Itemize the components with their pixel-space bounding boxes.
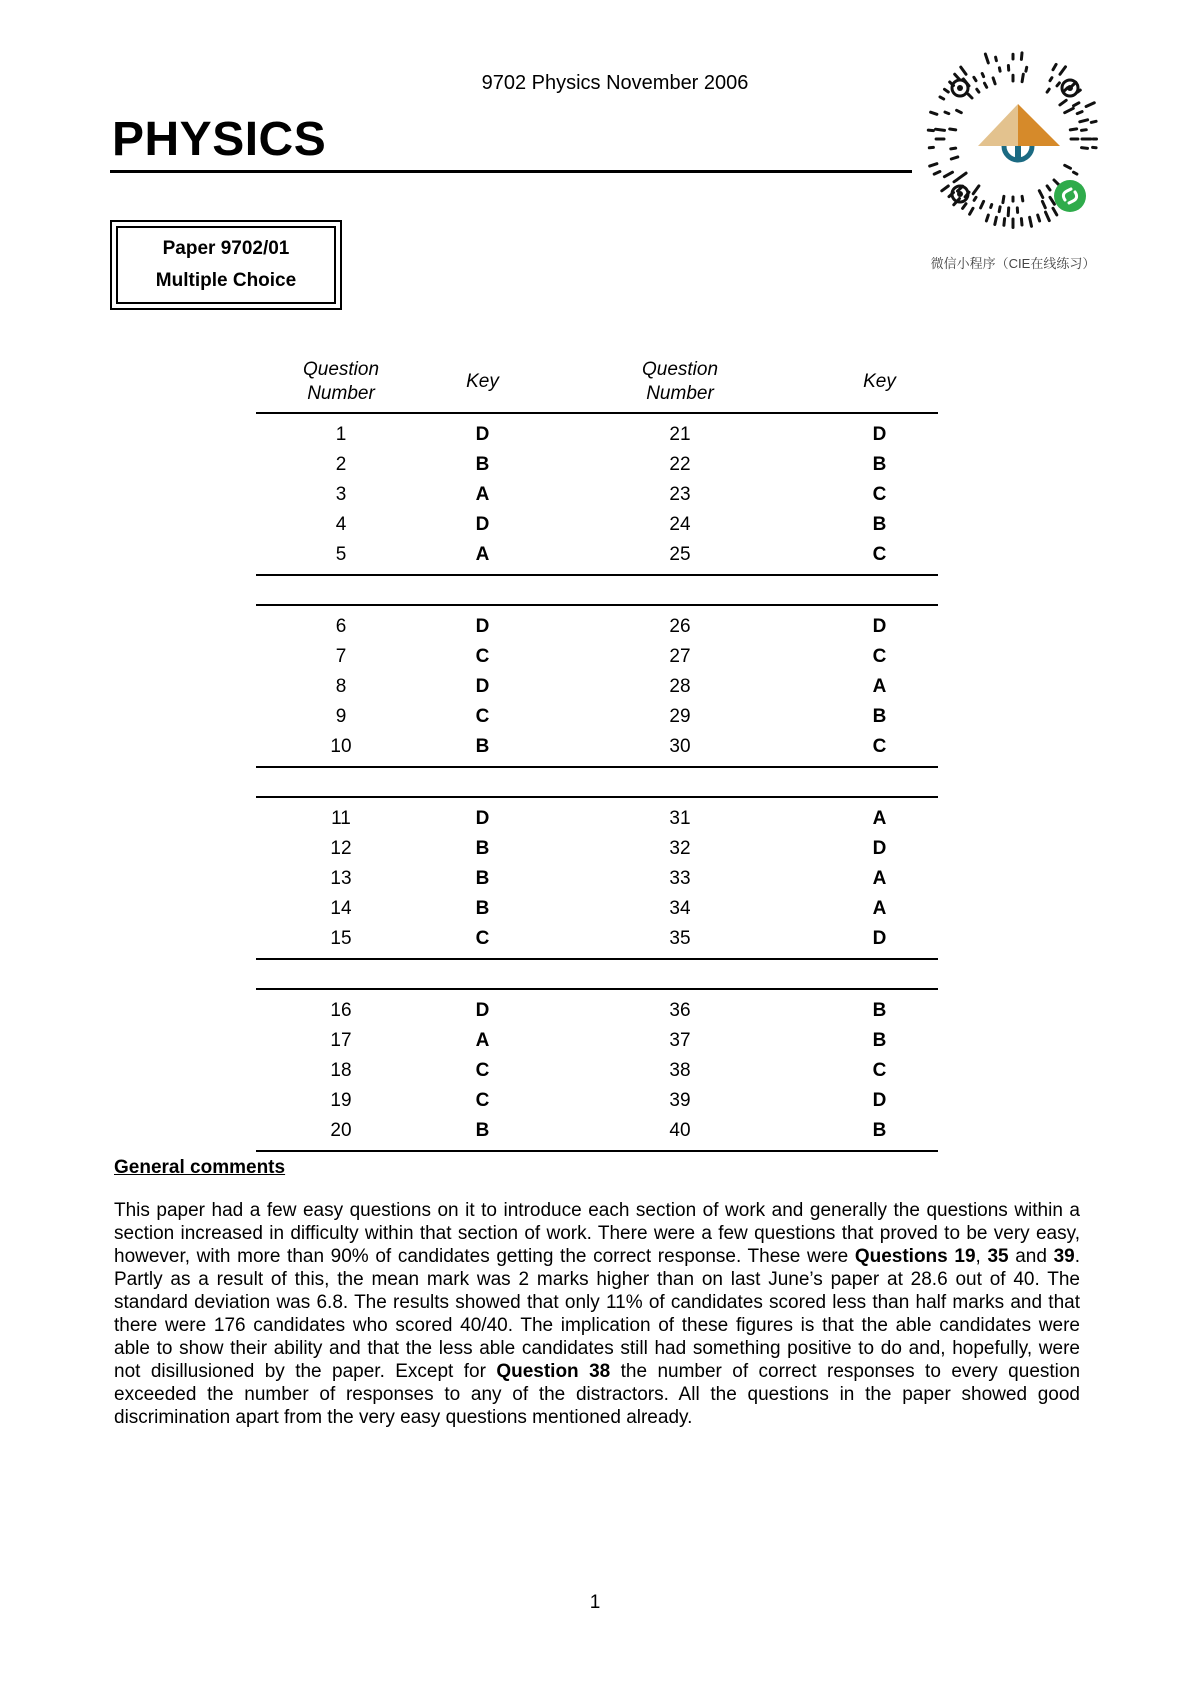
qr-module [1008,208,1009,216]
qr-module [1070,129,1076,130]
question-number: 26 [669,616,691,637]
qr-module [934,172,940,175]
question-number: 11 [331,808,351,829]
col-question-number-1: Question Number [302,359,380,404]
answer-key: C [872,544,887,565]
col-key-1: Key [466,371,499,392]
title-rule [110,170,912,173]
answer-key: C [872,646,887,667]
qr-module [928,130,933,131]
table-group [256,988,938,1152]
answer-key: D [872,928,887,949]
qr-module [1039,191,1043,198]
qr-module [981,201,984,208]
question-number: 25 [669,544,691,565]
col-question-number-2: Question Number [641,359,719,404]
question-number: 12 [330,838,352,859]
question-number: 30 [669,736,691,757]
qr-module [982,74,983,77]
answer-key: B [872,1120,887,1141]
answer-key: C [475,706,490,727]
question-number: 34 [669,898,691,919]
question-number: 14 [330,898,352,919]
mini-program-badge-icon [1054,180,1086,212]
question-number: 9 [335,706,347,727]
qr-module [1057,83,1059,86]
question-number: 15 [330,928,352,949]
question-number: 24 [669,514,691,535]
qr-module [954,180,957,182]
qr-module [961,67,966,74]
answer-key: C [475,1060,490,1081]
qr-module [942,186,949,191]
qr-module [936,129,945,130]
paper-code: Paper 9702/01 [162,238,290,259]
qr-module [985,83,987,87]
qr-module [1086,103,1094,107]
answer-key: B [872,514,887,535]
answer-key: B [475,898,490,919]
answer-key: B [475,1120,490,1141]
question-number: 19 [330,1090,352,1111]
qr-module [1021,53,1022,60]
table-row [256,864,938,894]
question-number: 37 [669,1030,691,1051]
qr-module [991,205,992,208]
qr-module [1065,165,1071,168]
qr-module [1026,67,1027,71]
answer-key: B [475,838,490,859]
answer-key: D [872,424,887,445]
question-number: 5 [335,544,347,565]
paper-box [110,220,342,310]
qr-module [1021,219,1022,225]
question-number: 20 [330,1120,352,1141]
answer-key: D [475,514,490,535]
qr-module [1042,201,1045,207]
answer-key: A [475,1030,490,1051]
qr-module [931,112,937,114]
qr-module [995,217,997,224]
qr-module [968,94,972,98]
qr-module [1022,196,1023,201]
question-number: 6 [335,616,347,637]
table-group [256,796,938,960]
question-number: 10 [330,736,352,757]
table-row [256,834,938,864]
answer-key: D [872,616,887,637]
qr-module [1074,172,1077,174]
question-number: 32 [669,838,691,859]
qr-module [1022,74,1023,82]
qr-module [930,164,937,166]
question-number: 29 [669,706,691,727]
question-number: 22 [669,454,691,475]
question-number: 38 [669,1060,691,1081]
question-number: 4 [335,514,347,535]
table-row [256,732,938,762]
table-row [256,924,938,954]
question-number: 28 [669,676,691,697]
question-number: 8 [335,676,347,697]
qr-module [1065,108,1074,112]
table-row [256,1056,938,1086]
qr-module [945,89,949,92]
table-row [256,702,938,732]
answer-key: D [475,1000,490,1021]
question-number: 23 [669,484,691,505]
qr-module [1074,103,1079,106]
table-body [256,414,938,1152]
table-group [256,604,938,768]
qr-module [1004,219,1005,226]
qr-module [950,129,956,130]
answer-key: C [872,484,887,505]
wechat-mini-program-qr-icon[interactable] [922,48,1104,230]
qr-module [1091,121,1096,122]
table-row [256,420,938,450]
answer-key: C [475,928,490,949]
table-row [256,804,938,834]
table-row [256,1026,938,1056]
question-number: 31 [669,808,691,829]
answer-key: B [872,1030,887,1051]
qr-module [1053,208,1057,215]
qr-module [1047,89,1049,92]
answer-key: B [872,1000,887,1021]
question-number: 21 [669,424,691,445]
answer-key: D [872,1090,887,1111]
qr-module [945,112,949,114]
qr-module [973,186,979,194]
qr-module [974,197,976,200]
qr-module [1082,130,1087,131]
qr-module [951,148,956,149]
qr-caption: 微信小程序（CIE在线练习） [930,256,1096,271]
answer-key: C [475,646,490,667]
answer-key: A [872,676,887,697]
section-heading: General comments [114,1157,286,1178]
exam-header: 9702 Physics November 2006 [481,72,749,94]
answer-key: C [872,1060,887,1081]
qr-module [1050,78,1052,81]
question-number: 1 [335,424,347,445]
answer-key: B [475,454,490,475]
answer-key: D [872,838,887,859]
paper-type: Multiple Choice [155,270,297,291]
answer-key: A [872,808,887,829]
qr-module [999,207,1000,212]
general-comments-paragraph: This paper had a few easy questions on it to introduce each section of work and generally the questions within a section increased in difficulty within that section of work. There were a few questions that proved to be very easy, however, with more than 90% of candidates getting the correct response. These were Questions 19, 35 and 39. Partly as a result of this, the mean mark was 2 marks higher than on last June’s paper at 28.6 out of 40. The standard deviation was 6.8. The results showed that only 11% of candidates scored less than half marks and that there were 176 candidates who scored 40/40. The implication of these figures is that the able candidates were able to show their ability and that the less able candidates still had something positive to do and, hopefully, were not disillusioned by the paper. Except for Question 38 the number of correct responses to every question exceeded the number of responses to any of the distractors. All the questions in the paper showed good discrimination apart from the very easy questions mentioned already. [114,1200,1081,1428]
answer-key: D [475,424,490,445]
qr-module [993,78,995,84]
answer-key: A [872,868,887,889]
question-number: 18 [330,1060,352,1081]
qr-module [1003,196,1004,202]
qr-module [1080,120,1088,122]
question-number: 33 [669,868,691,889]
table-row [256,894,938,924]
table-row [256,450,938,480]
col-key-2: Key [863,371,896,392]
qr-module [1077,112,1082,114]
answer-key: A [872,898,887,919]
qr-module [1053,64,1056,69]
table-row [256,1116,938,1146]
qr-module [1046,212,1050,221]
table-row [256,1086,938,1116]
qr-module [1082,148,1088,149]
qr-module [974,77,976,80]
qr-module [1060,100,1066,105]
question-number: 39 [669,1090,691,1111]
qr-module [940,97,944,99]
table-row [256,642,938,672]
qr-module [1050,197,1054,204]
question-number: 17 [330,1030,352,1051]
answer-key: D [475,616,490,637]
answer-key: B [475,736,490,757]
answer-key: A [475,544,490,565]
question-number: 13 [330,868,352,889]
question-number: 16 [330,1000,352,1021]
qr-graphic [922,48,1104,230]
table-row [256,480,938,510]
page-number: 1 [589,1592,601,1613]
answer-key: B [872,454,887,475]
qr-module [958,173,966,179]
table-header [256,352,938,414]
qr-module [951,157,958,159]
qr-module [944,172,952,177]
qr-module [1054,180,1059,185]
question-number: 35 [669,928,691,949]
question-number: 7 [335,646,347,667]
question-number: 27 [669,646,691,667]
qr-module [1030,217,1032,226]
question-number: 40 [669,1120,691,1141]
qr-module [970,208,973,214]
qr-module [963,204,966,209]
question-number: 2 [335,454,347,475]
question-number: 36 [669,1000,691,1021]
table-row [256,996,938,1026]
page-title: PHYSICS [112,113,327,166]
answer-key: B [475,868,490,889]
answer-key: D [475,808,490,829]
qr-module [977,89,979,92]
table-row [256,540,938,570]
qr-module [999,68,1000,71]
qr-module [985,54,988,63]
qr-module [1060,67,1066,75]
question-number: 3 [335,484,347,505]
answer-key-table [256,352,938,1152]
table-group [256,414,938,576]
table-row [256,612,938,642]
answer-key: C [872,736,887,757]
qr-module [986,215,988,221]
qr-module [996,57,997,61]
answer-key: D [475,676,490,697]
answer-key: A [475,484,490,505]
qr-module [1047,186,1050,190]
table-row [256,510,938,540]
answer-key: B [872,706,887,727]
table-row [256,672,938,702]
qr-module [957,110,962,112]
qr-module [1038,215,1040,221]
answer-key: C [475,1090,490,1111]
